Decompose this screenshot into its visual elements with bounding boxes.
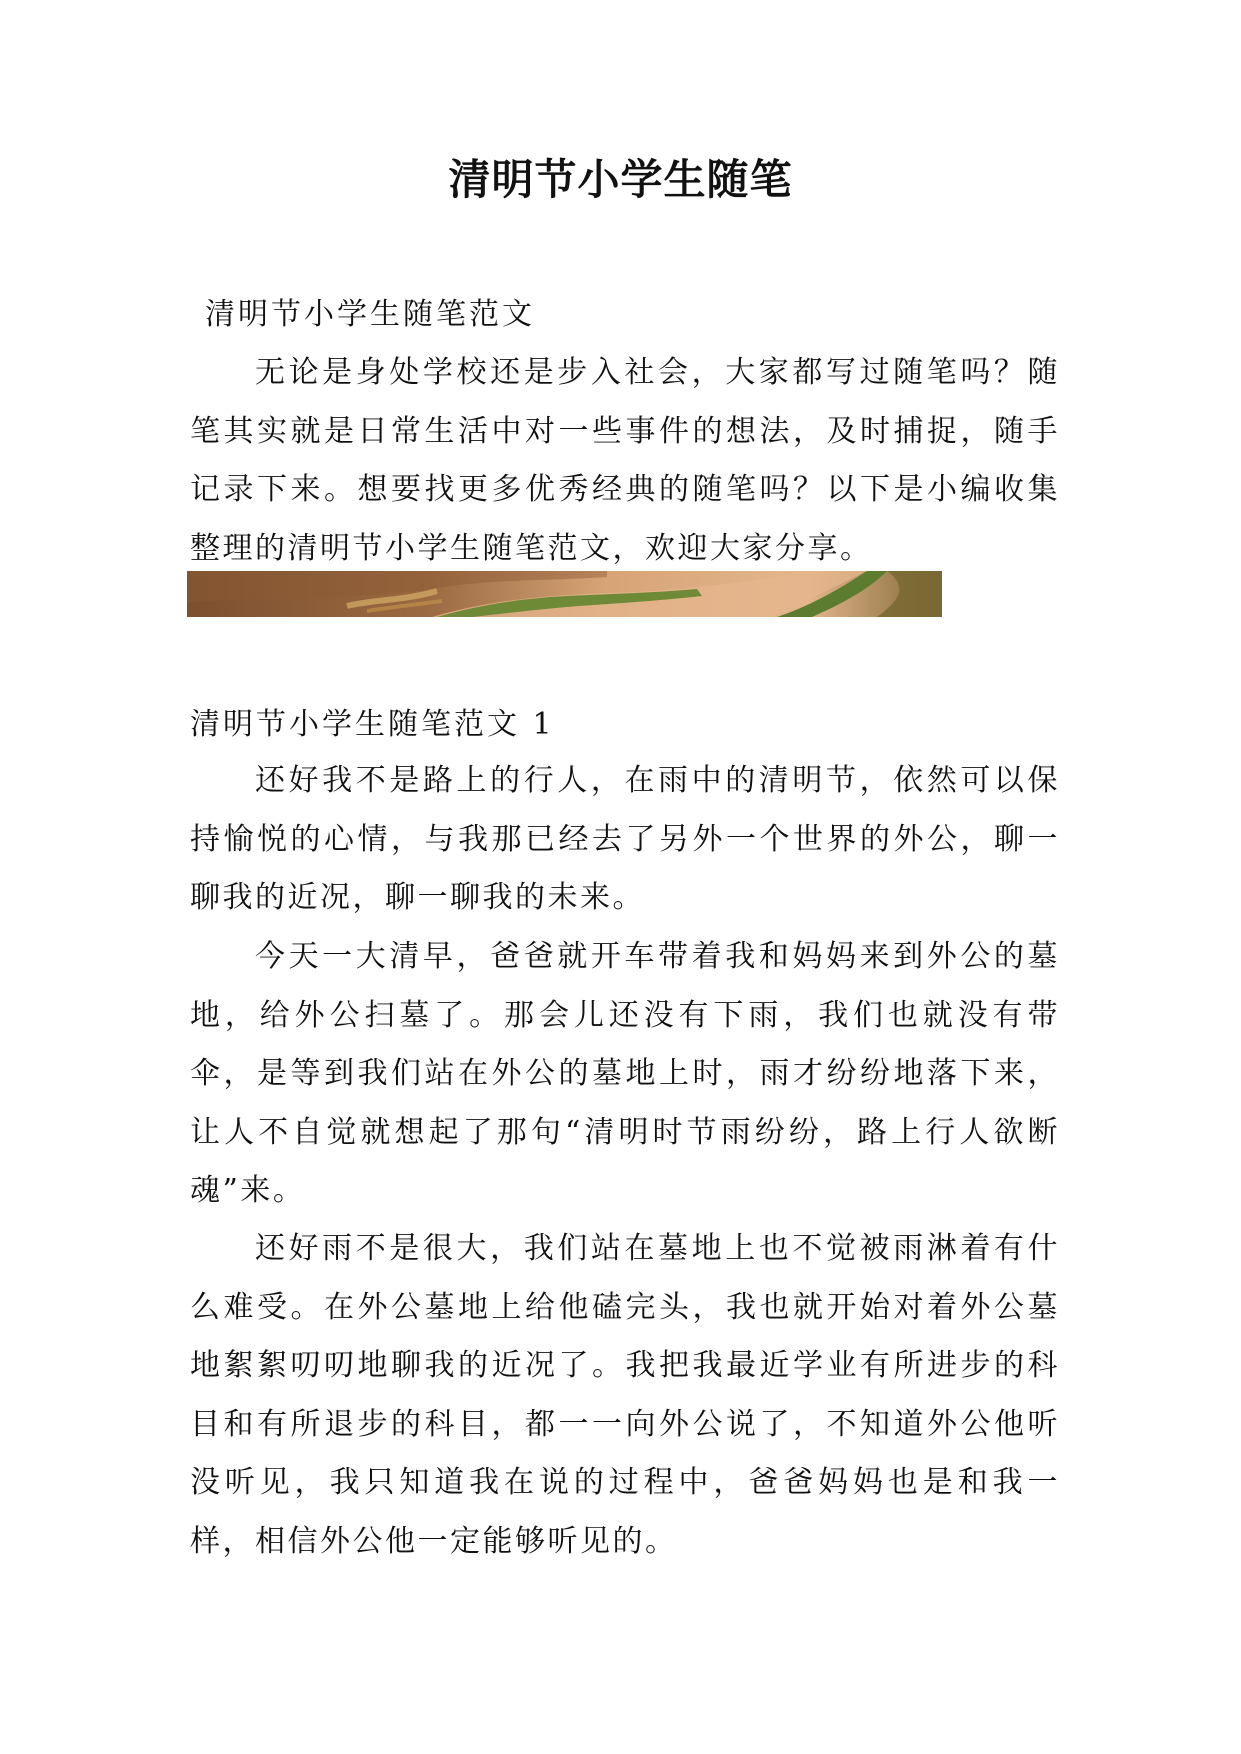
document-title: 清明节小学生随笔	[448, 155, 793, 204]
landscape-banner-image	[187, 571, 942, 617]
section-paragraph-1: 还好我不是路上的行人，在雨中的清明节，依然可以保持愉悦的心情，与我那已经去了另外一个世界的外公，聊一聊我的近况，聊一聊我的未来。	[190, 763, 1060, 915]
section-paragraph-2: 今天一大清早，爸爸就开车带着我和妈妈来到外公的墓地，给外公扫墓了。那会儿还没有下雨，我们也就没有带伞，是等到我们站在外公的墓地上时，雨才纷纷地落下来，让人不自觉就想起了那句“清明时节雨纷纷，路上行人欲断魂”来。	[190, 939, 1060, 1208]
document-subtitle: 清明节小学生随笔范文	[205, 297, 535, 332]
field-path-illustration	[187, 571, 942, 617]
section-heading: 清明节小学生随笔范文 1	[190, 707, 555, 742]
intro-paragraph: 无论是身处学校还是步入社会，大家都写过随笔吗？随笔其实就是日常生活中对一些事件的想法，及时捕捉，随手记录下来。想要找更多优秀经典的随笔吗？以下是小编收集整理的清明节小学生随笔范文，欢迎大家分享。	[190, 355, 1060, 566]
section-paragraph-3: 还好雨不是很大，我们站在墓地上也不觉被雨淋着有什么难受。在外公墓地上给他磕完头，我也就开始对着外公墓地絮絮叨叨地聊我的近况了。我把我最近学业有所进步的科目和有所退步的科目，都一一向外公说了，不知道外公他听没听见，我只知道我在说的过程中，爸爸妈妈也是和我一样，相信外公他一定能够听见的。	[190, 1231, 1060, 1559]
